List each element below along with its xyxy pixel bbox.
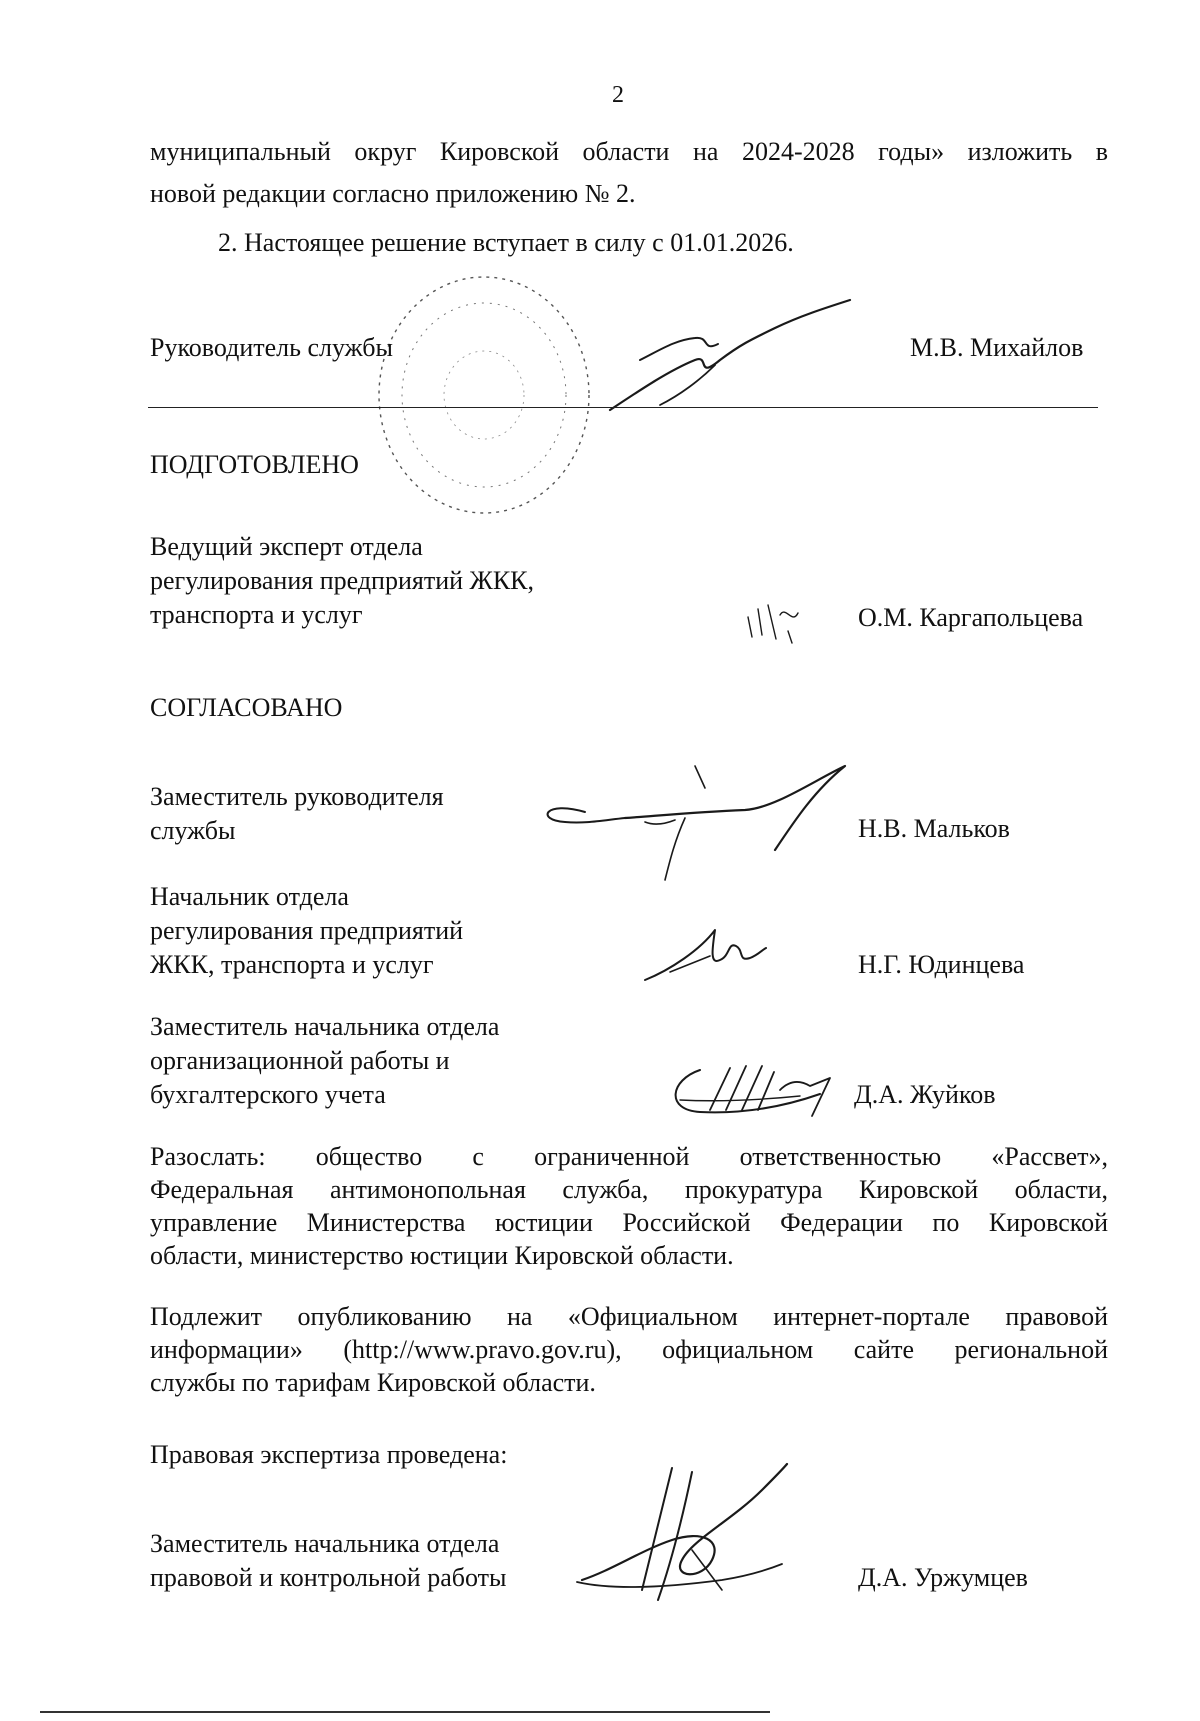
head-signature xyxy=(600,300,860,420)
agreed-signer-3-position-line-3: бухгалтерского учета xyxy=(150,1080,386,1109)
intro-paragraph xyxy=(150,135,1108,210)
page-number: 2 xyxy=(612,82,624,108)
prepared-signature xyxy=(740,595,810,655)
agreed-signer-1-name: Н.В. Мальков xyxy=(858,814,1010,843)
legal-review-signature xyxy=(572,1460,802,1610)
publication-paragraph xyxy=(150,1300,1108,1399)
publication-line-2: информации» (http://www.pravo.gov.ru), официальном сайте региональной xyxy=(150,1335,1108,1364)
agreed-signer-3-signature xyxy=(660,1050,850,1130)
agreed-signer-1-position-line-2: службы xyxy=(150,816,236,845)
agreed-signer-2-name: Н.Г. Юдинцева xyxy=(858,950,1025,979)
legal-review-name: Д.А. Уржумцев xyxy=(858,1563,1028,1592)
prepared-name: О.М. Каргапольцева xyxy=(858,603,1084,632)
intro-line-1: муниципальный округ Кировской области на 2024-2028 годы» изложить в xyxy=(150,137,1108,166)
agreed-signer-1-signature xyxy=(525,760,855,890)
legal-review-position-line-2: правовой и контрольной работы xyxy=(150,1563,507,1592)
clause-2: 2. Настоящее решение вступает в силу с 01.01.2026. xyxy=(218,228,794,257)
top-edge-mark xyxy=(1000,0,1140,5)
signature-divider xyxy=(148,407,1098,408)
prepared-position-line-3: транспорта и услуг xyxy=(150,600,363,629)
agreed-signer-3-position-line-2: организационной работы и xyxy=(150,1046,450,1075)
prepared-position-line-1: Ведущий эксперт отдела xyxy=(150,532,423,561)
agreed-heading: СОГЛАСОВАНО xyxy=(150,693,343,722)
publication-line-3: службы по тарифам Кировской области. xyxy=(150,1368,596,1397)
agreed-signer-2-position-line-1: Начальник отдела xyxy=(150,882,349,911)
distribution-line-4: области, министерство юстиции Кировской области. xyxy=(150,1241,734,1270)
distribution-line-1: Разослать: общество с ограниченной ответственностью «Рассвет», xyxy=(150,1142,1108,1171)
prepared-position-line-2: регулирования предприятий ЖКК, xyxy=(150,566,535,595)
head-position: Руководитель службы xyxy=(150,333,393,362)
distribution-line-2: Федеральная антимонопольная служба, прокуратура Кировской области, xyxy=(150,1175,1108,1204)
agreed-signer-2-position xyxy=(150,880,463,982)
agreed-signer-1-position-line-1: Заместитель руководителя xyxy=(150,782,444,811)
publication-line-1: Подлежит опубликованию на «Официальном интернет-портале правовой xyxy=(150,1302,1108,1331)
prepared-position xyxy=(150,530,534,632)
legal-review-heading: Правовая экспертиза проведена: xyxy=(150,1440,508,1469)
agreed-signer-2-signature xyxy=(640,920,770,990)
distribution-paragraph xyxy=(150,1140,1108,1272)
footer-rule xyxy=(40,1711,770,1713)
legal-review-position-line-1: Заместитель начальника отдела xyxy=(150,1529,500,1558)
intro-line-2: новой редакции согласно приложению № 2. xyxy=(150,179,636,208)
prepared-heading: ПОДГОТОВЛЕНО xyxy=(150,450,359,479)
agreed-signer-2-position-line-3: ЖКК, транспорта и услуг xyxy=(150,950,434,979)
agreed-signer-2-position-line-2: регулирования предприятий xyxy=(150,916,464,945)
agreed-signer-3-position xyxy=(150,1010,499,1112)
agreed-signer-3-name: Д.А. Жуйков xyxy=(854,1080,996,1109)
agreed-signer-1-position xyxy=(150,780,444,848)
distribution-line-3: управление Министерства юстиции Российской Федерации по Кировской xyxy=(150,1208,1108,1237)
head-name: М.В. Михайлов xyxy=(910,333,1084,362)
legal-review-position xyxy=(150,1527,506,1595)
agreed-signer-3-position-line-1: Заместитель начальника отдела xyxy=(150,1012,500,1041)
round-seal-stamp xyxy=(372,270,597,520)
